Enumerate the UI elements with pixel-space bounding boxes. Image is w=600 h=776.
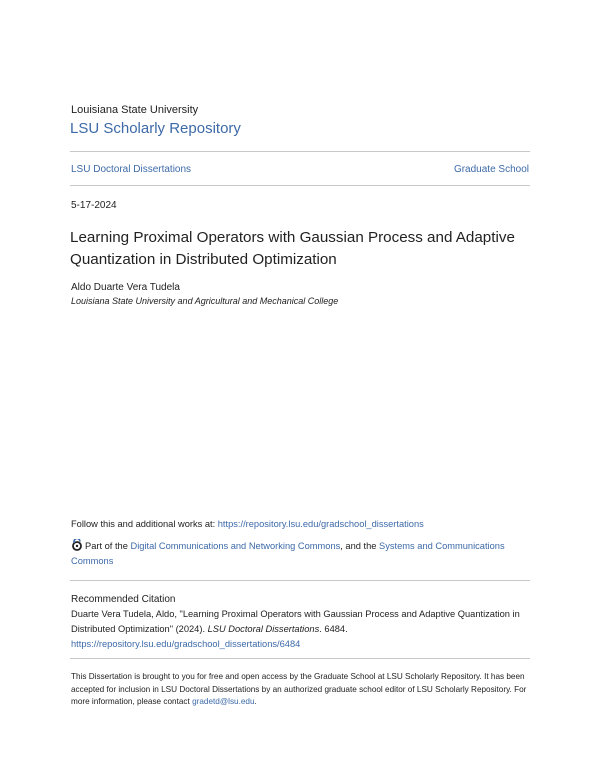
- document-title: [70, 227, 540, 271]
- author-affiliation: Louisiana State University and Agricultural and Mechanical College: [71, 296, 339, 306]
- footer-notice: [71, 671, 536, 709]
- university-name: Louisiana State University: [71, 104, 199, 116]
- digital-communications-link[interactable]: Digital Communications and Networking Commons: [130, 541, 341, 551]
- series-link[interactable]: LSU Doctoral Dissertations: [71, 164, 192, 175]
- divider-nav: [70, 185, 530, 186]
- divider-citation: [70, 580, 530, 581]
- follow-prefix: Follow this and additional works at:: [71, 519, 218, 529]
- citation-url-link[interactable]: https://repository.lsu.edu/gradschool_dissertations/6484: [71, 639, 301, 649]
- divider-footer: [70, 658, 530, 659]
- title-line-2: Quantization in Distributed Optimization: [70, 251, 337, 268]
- divider-top: [70, 151, 530, 152]
- footer-text: This Dissertation is brought to you for free and open access by the Graduate School at LSU Scholarly Repository. It has been accepted for inclusion in LSU Doctoral Dissertations by an authorized graduate school editor of LSU Scholarly Repository. For more information, please contact: [71, 672, 527, 706]
- title-line-1: Learning Proximal Operators with Gaussian Process and Adaptive: [70, 229, 515, 246]
- citation-body: [71, 607, 541, 652]
- contact-email-link[interactable]: gradetd@lsu.edu: [192, 697, 255, 706]
- footer-end: .: [254, 697, 257, 706]
- follow-link[interactable]: https://repository.lsu.edu/gradschool_dissertations: [217, 519, 424, 529]
- citation-series: LSU Doctoral Dissertations: [207, 624, 320, 634]
- open-access-icon: [71, 539, 83, 551]
- part-of-middle: , and the: [340, 541, 380, 551]
- follow-line: [71, 519, 424, 529]
- citation-heading: Recommended Citation: [71, 594, 176, 605]
- author-name: Aldo Duarte Vera Tudela: [71, 282, 180, 293]
- systems-communications-link[interactable]: Systems and Communications Commons: [71, 541, 505, 566]
- part-of-prefix: Part of the: [85, 541, 131, 551]
- publication-date: 5-17-2024: [71, 200, 117, 211]
- repository-link[interactable]: LSU Scholarly Repository: [70, 120, 241, 137]
- citation-text: Duarte Vera Tudela, Aldo, "Learning Proximal Operators with Gaussian Process and Adaptive Quantization in Distributed Optimization" (2024).: [71, 609, 520, 634]
- part-of-line: [71, 539, 531, 569]
- school-link[interactable]: Graduate School: [453, 164, 529, 175]
- citation-number: . 6484.: [319, 624, 348, 634]
